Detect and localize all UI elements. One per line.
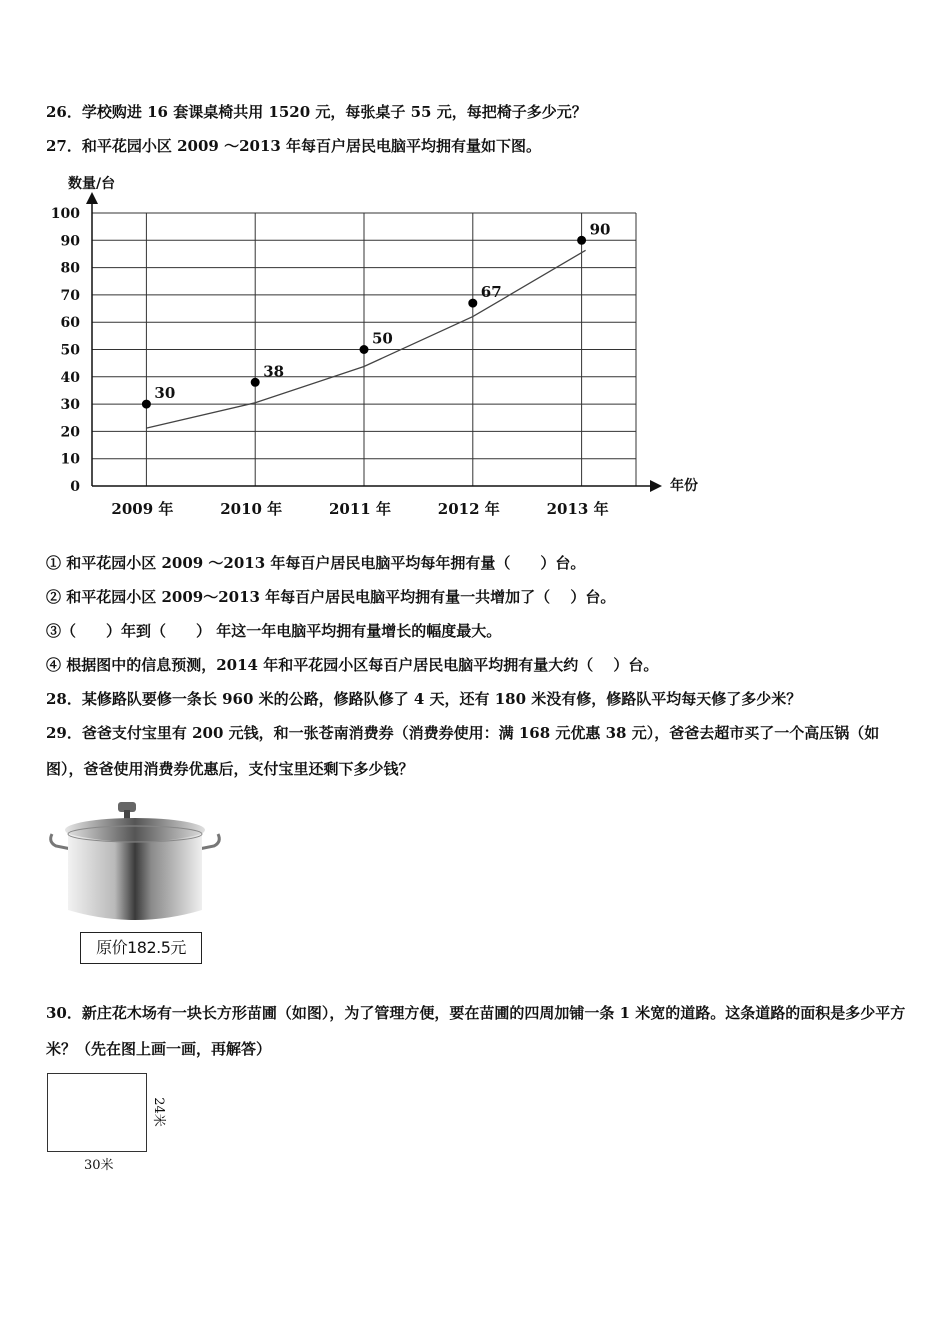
- question-27-sub-4: ④ 根据图中的信息预测，2014 年和平花园小区每百户居民电脑平均拥有量大约（ ）台。: [46, 656, 659, 674]
- x-tick-label: 2013 年: [546, 500, 609, 518]
- x-tick-label: 2011 年: [329, 500, 391, 518]
- pressure-cooker-figure: [48, 798, 223, 970]
- y-tick-label: 50: [60, 342, 80, 359]
- price-label: 原价182.5元: [80, 932, 202, 964]
- pressure-cooker-image: [48, 798, 223, 930]
- question-29: 29．爸爸支付宝里有 200 元钱，和一张苍南消费券（消费券使用：满 168 元优惠 38 元），爸爸去超市买了一个高压锅（如图），爸爸使用消费券优惠后，支付宝里还剩下多少钱？: [46, 724, 880, 778]
- question-27-sub-2: ② 和平花园小区 2009～2013 年每百户居民电脑平均拥有量一共增加了（ ）台。: [46, 588, 616, 606]
- computer-ownership-line-chart: [50, 168, 710, 528]
- data-value-labels: [154, 220, 610, 402]
- nursery-height-label: 24米: [151, 1097, 166, 1127]
- data-point: [577, 236, 586, 245]
- y-tick-label: 30: [60, 397, 80, 414]
- data-value-label: 50: [372, 329, 393, 348]
- question-28: 28．某修路队要修一条长 960 米的公路，修路队修了 4 天，还有 180 米没有修，修路队平均每天修了多少米？: [46, 690, 802, 708]
- question-30: 30．新庄花木场有一块长方形苗圃（如图），为了管理方便，要在苗圃的四周加铺一条 1 米宽的道路。这条道路的面积是多少平方米？（先在图上画一画，再解答）: [46, 1004, 906, 1058]
- data-point: [251, 378, 260, 387]
- x-tick-labels: [111, 500, 608, 518]
- question-27: 27．和平花园小区 2009 ～2013 年每百户居民电脑平均拥有量如下图。: [46, 137, 542, 155]
- data-value-label: 90: [589, 220, 611, 239]
- nursery-rectangle: [47, 1073, 147, 1152]
- y-tick-label: 10: [60, 451, 80, 468]
- x-tick-label: 2009 年: [111, 500, 174, 518]
- y-axis-label: 数量/台: [68, 176, 116, 192]
- question-27-sub-3: ③（ ）年到（ ） 年这一年电脑平均拥有量增长的幅度最大。: [46, 622, 502, 640]
- nursery-width-label: 30米: [84, 1158, 114, 1173]
- question-26: 26．学校购进 16 套课桌椅共用 1520 元，每张桌子 55 元，每把椅子多少元？: [46, 103, 587, 121]
- x-tick-label: 2010 年: [220, 500, 283, 518]
- trend-line: [146, 250, 585, 428]
- y-tick-label: 20: [60, 424, 80, 441]
- data-value-label: 30: [154, 384, 176, 403]
- y-tick-label: 60: [60, 315, 80, 332]
- y-tick-label: 0: [70, 479, 80, 495]
- data-point: [360, 345, 369, 354]
- y-tick-labels: [51, 206, 80, 495]
- y-tick-label: 100: [50, 206, 80, 222]
- y-tick-label: 70: [60, 287, 80, 304]
- data-value-label: 67: [480, 283, 502, 302]
- y-tick-label: 80: [60, 260, 80, 277]
- data-point: [468, 299, 477, 308]
- y-tick-label: 90: [60, 233, 80, 250]
- question-27-sub-1: ① 和平花园小区 2009 ～2013 年每百户居民电脑平均每年拥有量（ ）台。: [46, 554, 586, 572]
- data-point: [142, 400, 151, 409]
- x-axis-label: 年份: [670, 478, 698, 494]
- data-value-label: 38: [263, 362, 285, 381]
- y-tick-label: 40: [60, 369, 80, 386]
- x-tick-label: 2012 年: [437, 500, 500, 518]
